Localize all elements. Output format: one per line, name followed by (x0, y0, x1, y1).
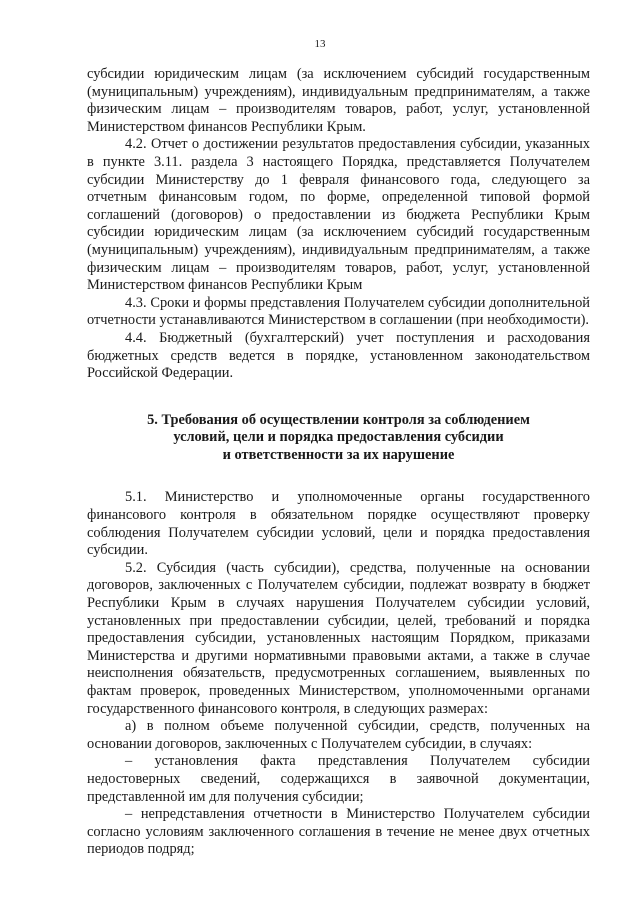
paragraph-4-2: 4.2. Отчет о достижении результатов предоставления субсидии, указанных в пункте 3.11. раздела 3 настоящего Порядка, представляется Получателем субсидии Министерству до 1 февраля финансового года, следующего за отчетным финансовым годом, по форме, определенной типовой формой соглашений (договоров) о предоставлении из бюджета Республики Крым субсидии юридическим лицам (за исключением субсидий государственным (муниципальным) учреждениям), индивидуальным предпринимателям, а также физическим лицам – производителям товаров, работ, услуг, установленной Министерством финансов Республики Крым (87, 136, 590, 294)
document-body (87, 66, 590, 859)
page-number: 13 (314, 38, 326, 50)
section-5-title (87, 412, 590, 465)
paragraph-4-3: 4.3. Сроки и формы представления Получателем субсидии дополнительной отчетности устанавливаются Министерством в соглашении (при необходимости). (87, 294, 590, 329)
section-title-line-3: и ответственности за их нарушение (222, 446, 455, 463)
section-title-line-1: 5. Требования об осуществлении контроля за соблюдением (147, 411, 530, 428)
list-item-no-reporting: – непредставления отчетности в Министерство Получателем субсидии согласно условиям заключенного соглашения в течение не менее двух отчетных периодов подряд; (87, 806, 590, 858)
paragraph-5-2: 5.2. Субсидия (часть субсидии), средства, полученные на основании договоров, заключенных с Получателем субсидии, подлежат возврату в бюджет Республики Крым в случаях нарушения Получателем субсидии условий, установленных при предоставлении субсидии, целей, требований и порядка предоставления субсидии, установленных настоящим Порядком, приказами Министерства и другими нормативными правовыми актами, а также в случае неисполнения обязательств, предусмотренных соглашением, выявленных по фактам проверок, проведенных Министерством, уполномоченными органами государственного финансового контроля, в следующих размерах: (87, 559, 590, 717)
section-title-line-2: условий, цели и порядка предоставления субсидии (173, 429, 504, 446)
list-item-false-info: – установления факта представления Получателем субсидии недостоверных сведений, содержащихся в заявочной документации, представленной им для получения субсидии; (87, 753, 590, 805)
paragraph-continuation: субсидии юридическим лицам (за исключением субсидий государственным (муниципальным) учреждениям), индивидуальным предпринимателям, а также физическим лицам – производителям товаров, работ, услуг, установленной Министерством финансов Республики Крым. (87, 66, 590, 135)
paragraph-5-1: 5.1. Министерство и уполномоченные органы государственного финансового контроля в обязательном порядке осуществляют проверку соблюдения Получателем субсидии условий, цели и порядка предоставления субсидии. (87, 489, 590, 559)
paragraph-5-2-a: а) в полном объеме полученной субсидии, средств, полученных на основании договоров, заключенных с Получателем субсидии, в случаях: (87, 718, 590, 752)
paragraph-4-4: 4.4. Бюджетный (бухгалтерский) учет поступления и расходования бюджетных средств ведется в порядке, установленном законодательством Российской Федерации. (87, 329, 590, 382)
